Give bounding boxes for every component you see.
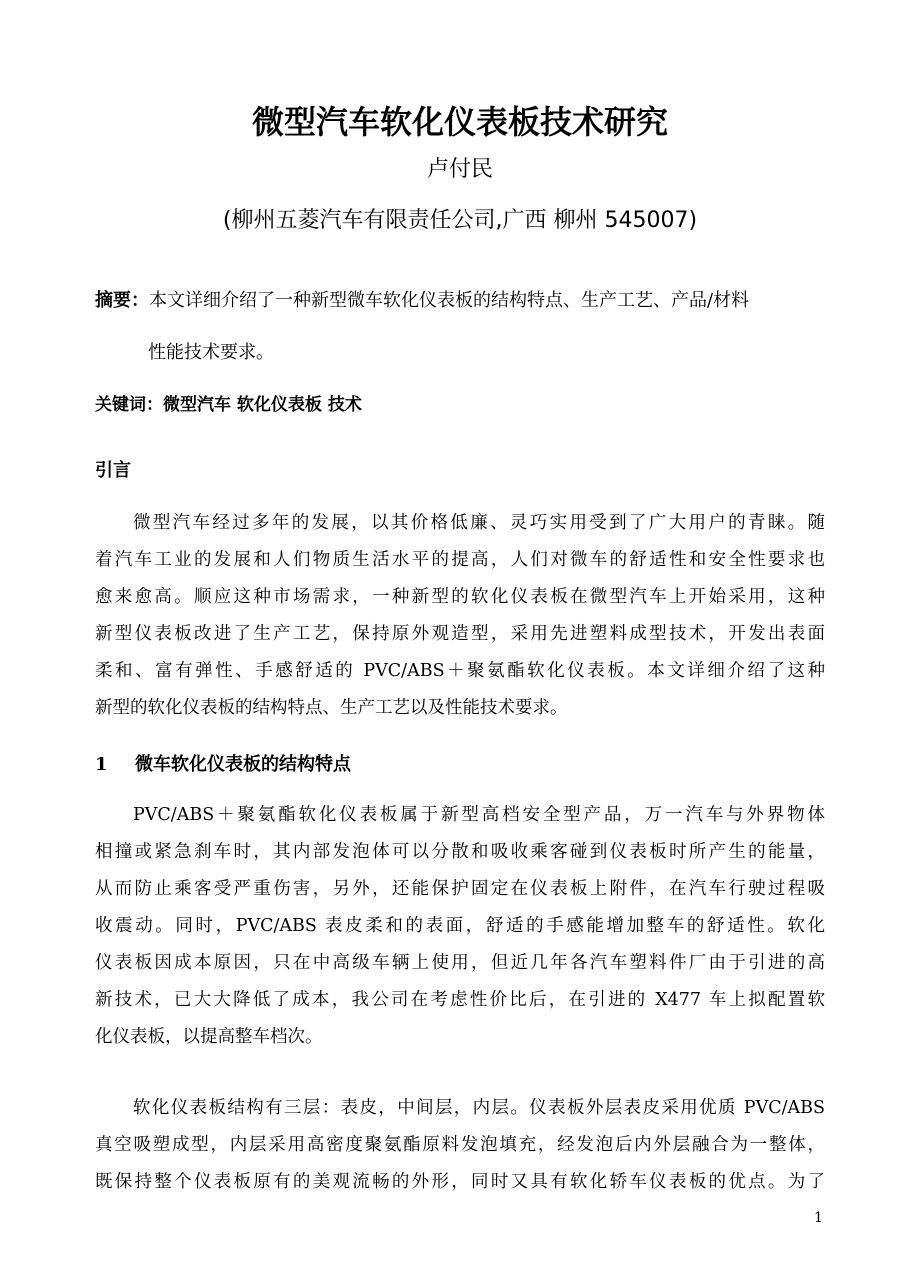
paragraph-line: 相撞或紧急刹车时，其内部发泡体可以分散和吸收乘客碰到仪表板时所产生的能量， (95, 842, 825, 862)
paragraph-section1-1 (95, 797, 825, 1056)
abstract-text-line1: 本文详细介绍了一种新型微车软化仪表板的结构特点、生产工艺、产品/材料 (149, 290, 750, 311)
paragraph-line: 真空吸塑成型，内层采用高密度聚氨酯原料发泡填充，经发泡后内外层融合为一整体， (95, 1135, 825, 1155)
section-heading-intro: 引言 (95, 460, 131, 481)
paragraph-intro (95, 505, 825, 727)
paragraph-line: 既保持整个仪表板原有的美观流畅的外形，同时又具有软化轿车仪表板的优点。为了 (95, 1172, 825, 1192)
page-number: 1 (814, 1210, 823, 1226)
paragraph-line: 新型仪表板改进了生产工艺，保持原外观造型，采用先进塑料成型技术，开发出表面 (95, 624, 825, 644)
paragraph-line: 柔和、富有弹性、手感舒适的 PVC/ABS＋聚氨酯软化仪表板。本文详细介绍了这种 (95, 661, 825, 681)
section-heading-1 (95, 748, 351, 782)
keywords: 关键词：微型汽车 软化仪表板 技术 (95, 395, 362, 415)
paper-author: 卢付民 (426, 157, 493, 182)
paragraph-line: 愈来愈高。顺应这种市场需求，一种新型的软化仪表板在微型汽车上开始采用，这种 (95, 587, 825, 607)
paper-title: 微型汽车软化仪表板技术研究 (251, 103, 668, 141)
paragraph-line: PVC/ABS＋聚氨酯软化仪表板属于新型高档安全型产品，万一汽车与外界物体 (133, 805, 825, 825)
paragraph-line: 着汽车工业的发展和人们物质生活水平的提高，人们对微车的舒适性和安全性要求也 (95, 550, 825, 570)
section-title: 微车软化仪表板的结构特点 (135, 754, 351, 775)
paragraph-line: 软化仪表板结构有三层：表皮，中间层，内层。仪表板外层表皮采用优质 PVC/ABS (133, 1098, 825, 1118)
paragraph-line: 化仪表板，以提高整车档次。 (95, 1027, 323, 1047)
section-number: 1 (95, 754, 108, 775)
abstract-text-line2: 性能技术要求。 (148, 342, 274, 363)
paragraph-line: 从而防止乘客受严重伤害，另外，还能保护固定在仪表板上附件，在汽车行驶过程吸 (95, 879, 825, 899)
paragraph-section1-2 (95, 1090, 825, 1201)
abstract (95, 284, 830, 318)
paragraph-line: 新技术，已大大降低了成本，我公司在考虑性价比后，在引进的 X477 车上拟配置软 (95, 990, 825, 1010)
abstract-label: 摘要： (95, 290, 149, 311)
paragraph-line: 仪表板因成本原因，只在中高级车辆上使用，但近几年各汽车塑料件厂由于引进的高 (95, 953, 825, 973)
paper-affiliation: (柳州五菱汽车有限责任公司,广西 柳州 545007) (222, 208, 698, 233)
paragraph-line: 收震动。同时，PVC/ABS 表皮柔和的表面，舒适的手感能增加整车的舒适性。软化 (95, 916, 825, 936)
paragraph-line: 微型汽车经过多年的发展，以其价格低廉、灵巧实用受到了广大用户的青睐。随 (133, 513, 825, 533)
paragraph-line: 新型的软化仪表板的结构特点、生产工艺以及性能技术要求。 (95, 698, 568, 718)
